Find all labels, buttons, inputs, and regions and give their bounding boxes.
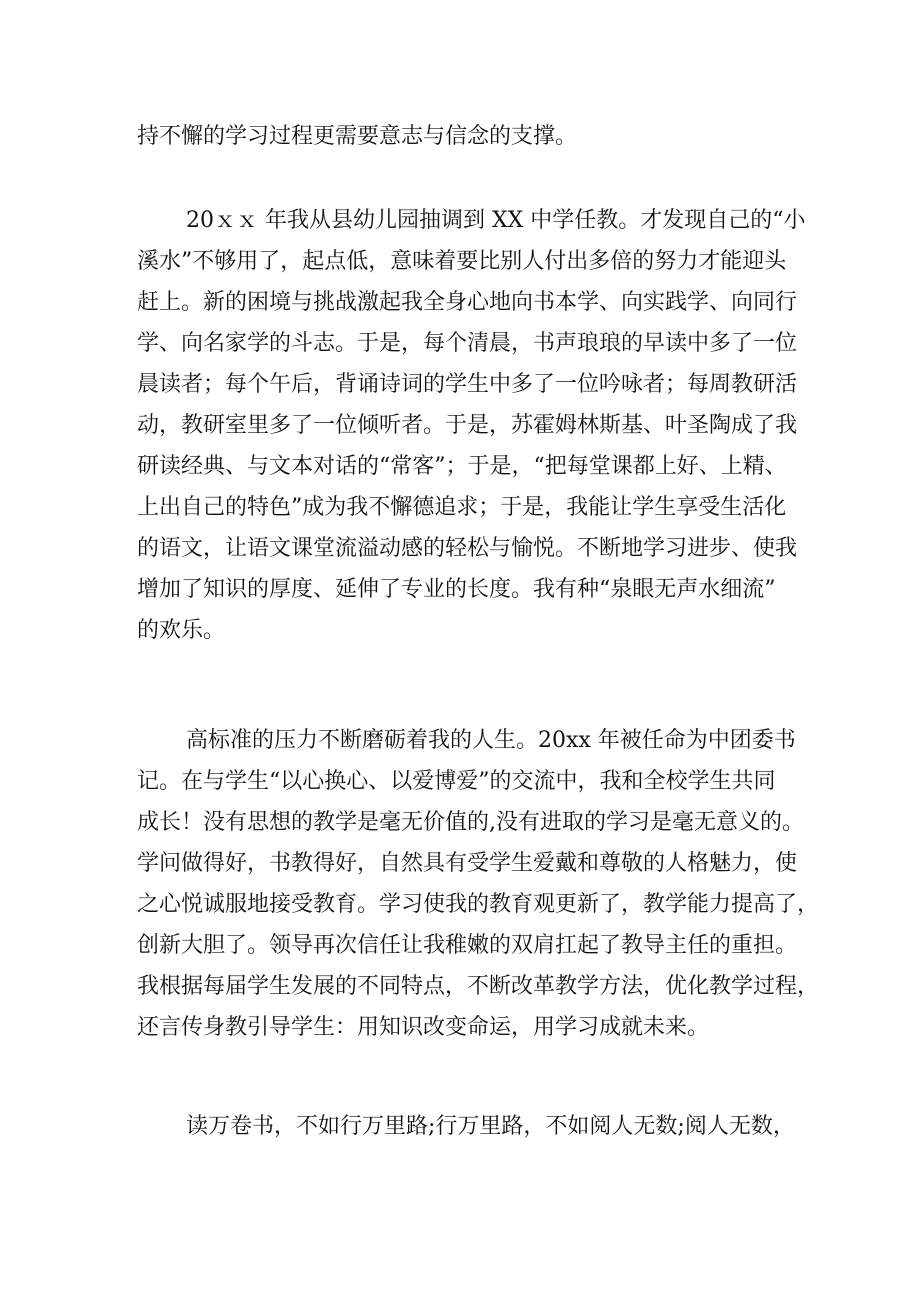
text-line: 的欢乐。 bbox=[137, 618, 226, 643]
text-line: 我根据每届学生发展的不同特点，不断改革教学方法，优化教学过程， bbox=[137, 974, 820, 999]
text-line: 的语文，让语文课堂流溢动感的轻松与愉悦。不断地学习进步、使我 bbox=[137, 536, 798, 561]
text-line: 溪水”不够用了，起点低，意味着要比别人付出多倍的努力才能迎头 bbox=[137, 249, 787, 274]
text-line: 动，教研室里多了一位倾听者。于是，苏霍姆林斯基、叶圣陶成了我 bbox=[137, 413, 798, 438]
text-line: 20ｘｘ 年我从县幼儿园抽调到 XX 中学任教。才发现自己的“小 bbox=[186, 208, 806, 233]
paragraph-teaching-transfer bbox=[137, 200, 806, 651]
text-line: 之心悦诚服地接受教育。学习使我的教育观更新了，教学能力提高了， bbox=[137, 892, 820, 917]
text-line: 记。在与学生“以心换心、以爱博爱”的交流中，我和全校学生共同 bbox=[137, 769, 776, 794]
text-line: 高标准的压力不断磨砺着我的人生。20xx 年被任命为中团委书 bbox=[186, 728, 796, 753]
text-line: 研读经典、与文本对话的“常客”；于是，“把每堂课都上好、上精、 bbox=[137, 454, 787, 479]
text-line: 学、向名家学的斗志。于是，每个清晨，书声琅琅的早读中多了一位 bbox=[137, 331, 798, 356]
text-line: 晨读者；每个午后，背诵诗词的学生中多了一位吟咏者；每周教研活 bbox=[137, 372, 798, 397]
text-line: 持不懈的学习过程更需要意志与信念的支撑。 bbox=[137, 124, 578, 149]
text-line: 成长！没有思想的教学是毫无价值的,没有进取的学习是毫无意义的。 bbox=[137, 810, 804, 835]
text-line: 创新大胆了。领导再次信任让我稚嫩的双肩扛起了教导主任的重担。 bbox=[137, 933, 798, 958]
text-line: 增加了知识的厚度、延伸了专业的长度。我有种“泉眼无声水细流” bbox=[137, 577, 776, 602]
text-line: 读万卷书，不如行万里路;行万里路，不如阅人无数;阅人无数， bbox=[186, 1114, 795, 1139]
paragraph-high-standards bbox=[137, 720, 820, 1048]
paragraph-travel-quote bbox=[137, 1106, 797, 1147]
paragraph-continuation bbox=[137, 116, 797, 157]
text-line: 上出自己的特色”成为我不懈德追求；于是，我能让学生享受生活化 bbox=[137, 495, 787, 520]
text-line: 学问做得好，书教得好，自然具有受学生爱戴和尊敬的人格魅力，使 bbox=[137, 851, 798, 876]
text-line: 还言传身教引导学生：用知识改变命运，用学习成就未来。 bbox=[137, 1015, 710, 1040]
text-line: 赶上。新的困境与挑战激起我全身心地向书本学、向实践学、向同行 bbox=[137, 290, 798, 315]
